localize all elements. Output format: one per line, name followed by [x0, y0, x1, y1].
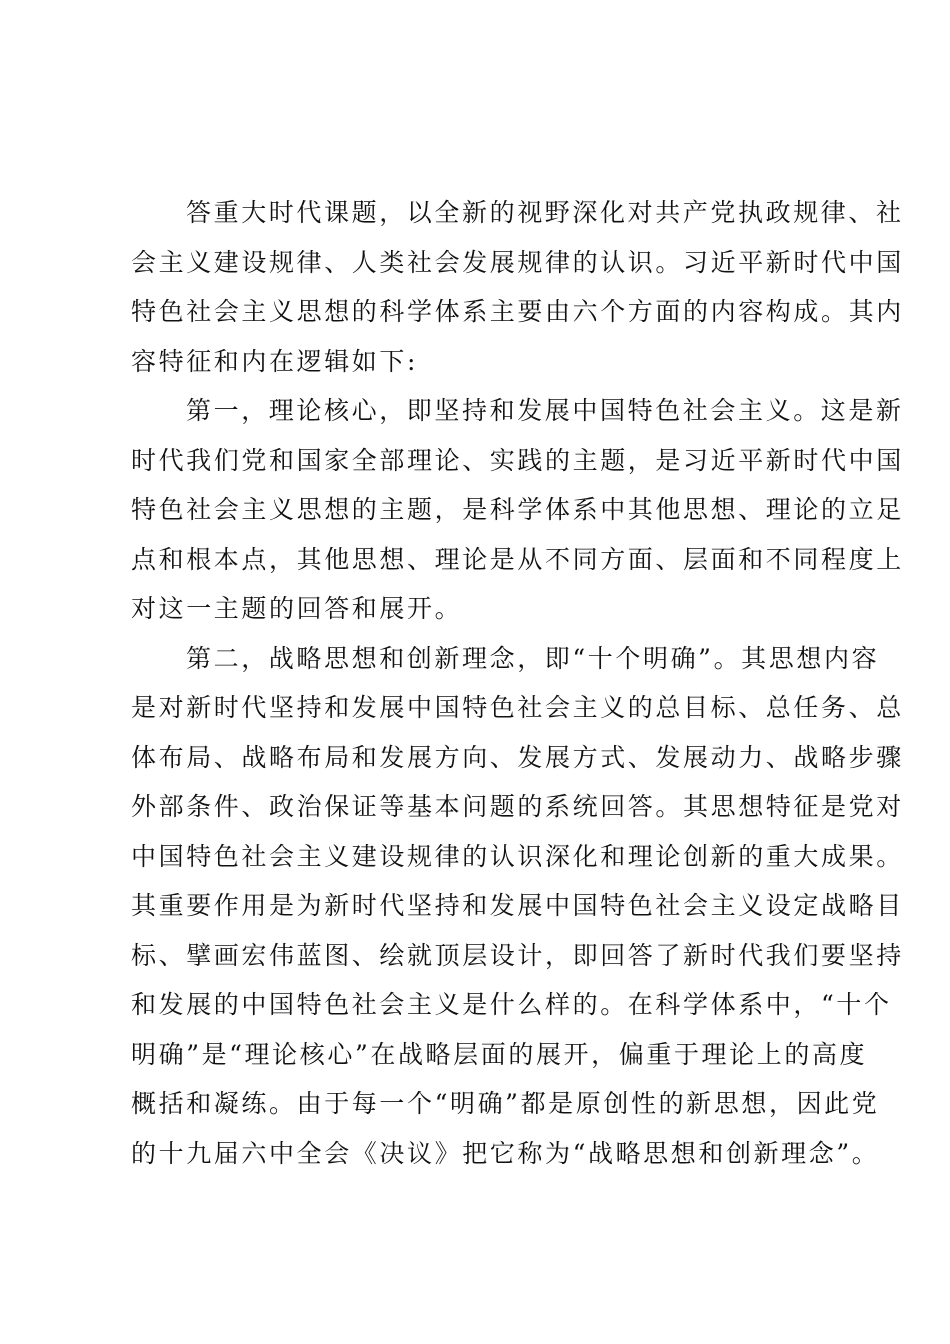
text-line: 明确”是“理论核心”在战略层面的展开，偏重于理论上的高度: [131, 1039, 868, 1069]
text-line: 是对新时代坚持和发展中国特色社会主义的总目标、总任务、总: [131, 693, 904, 722]
text-line: 对这一主题的回答和展开。: [131, 594, 463, 623]
text-line: 外部条件、政治保证等基本问题的系统回答。其思想特征是党对: [131, 792, 904, 821]
paragraph-intro: [131, 188, 904, 386]
paragraph-second-point: [131, 634, 904, 1179]
text-line: 答重大时代课题，以全新的视野深化对共产党执政规律、社: [186, 198, 904, 227]
text-line: 第一，理论核心，即坚持和发展中国特色社会主义。这是新: [186, 396, 904, 425]
text-line: 特色社会主义思想的科学体系主要由六个方面的内容构成。其内: [131, 297, 904, 326]
text-line: 体布局、战略布局和发展方向、发展方式、发展动力、战略步骤: [131, 742, 904, 772]
paragraph-first-point: [131, 386, 904, 634]
text-line: 其重要作用是为新时代坚持和发展中国特色社会主义设定战略目: [131, 891, 904, 920]
text-line: 特色社会主义思想的主题，是科学体系中其他思想、理论的立足: [131, 495, 904, 524]
text-line: 概括和凝练。由于每一个“明确”都是原创性的新思想，因此党: [131, 1089, 880, 1118]
text-line: 第二，战略思想和创新理念，即“十个明确”。其思想内容: [186, 643, 880, 673]
text-line: 中国特色社会主义建设规律的认识深化和理论创新的重大成果。: [131, 841, 904, 871]
text-line: 标、擘画宏伟蓝图、绘就顶层设计，即回答了新时代我们要坚持: [131, 940, 904, 970]
text-line: 会主义建设规律、人类社会发展规律的认识。习近平新时代中国: [131, 247, 904, 277]
text-line: 的十九届六中全会《决议》把它称为“战略思想和创新理念”。: [131, 1138, 880, 1168]
text-line: 点和根本点，其他思想、理论是从不同方面、层面和不同程度上: [131, 544, 904, 574]
document-body: [131, 188, 904, 1178]
text-line: 时代我们党和国家全部理论、实践的主题，是习近平新时代中国: [131, 445, 904, 475]
text-line: 和发展的中国特色社会主义是什么样的。在科学体系中，“十个: [131, 990, 892, 1019]
text-line: 容特征和内在逻辑如下:: [131, 346, 419, 376]
